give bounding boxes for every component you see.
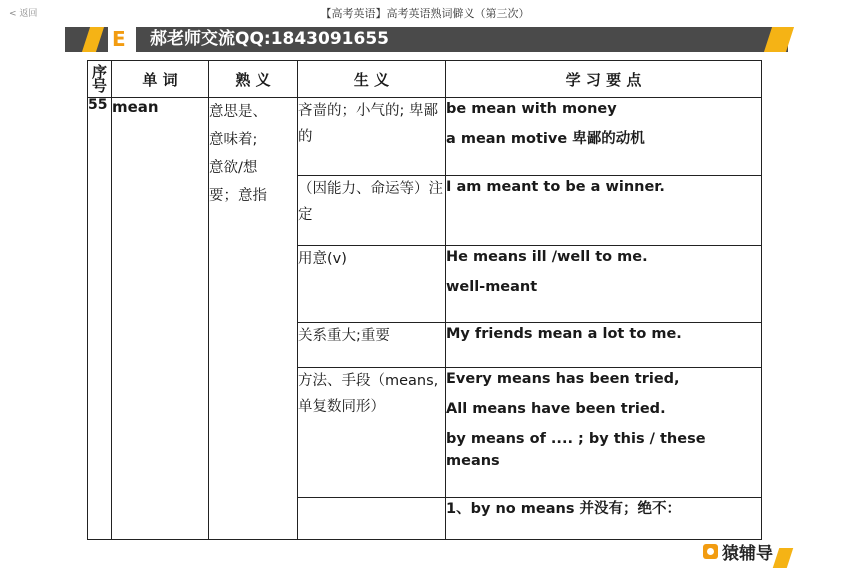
example-sentence: be mean with money bbox=[446, 101, 617, 117]
unfamiliar-meaning: （因能力、命运等）注定 bbox=[298, 176, 446, 246]
watermark-logo bbox=[703, 540, 773, 562]
unfamiliar-meaning: 吝啬的；小气的; 卑鄙的 bbox=[298, 98, 446, 176]
banner-badge-letter: E bbox=[112, 27, 126, 51]
learning-points-cell bbox=[446, 98, 762, 176]
corner-accent-stripe bbox=[773, 548, 793, 568]
header-word: 单 词 bbox=[112, 61, 209, 98]
example-sentence: by means of .... ; by this / these means bbox=[446, 431, 706, 469]
watermark-text: 猿辅导 bbox=[722, 543, 773, 564]
familiar-meaning-line: 要；意指 bbox=[209, 188, 267, 204]
header-unfamiliar-meaning: 生 义 bbox=[298, 61, 446, 98]
example-sentence: 1、by no means 并没有；绝不： bbox=[446, 501, 682, 517]
unfamiliar-meaning bbox=[298, 498, 446, 540]
learning-points-cell bbox=[446, 498, 762, 540]
example-sentence: He means ill /well to me. bbox=[446, 249, 648, 265]
example-sentence: I am meant to be a winner. bbox=[446, 179, 665, 195]
banner-contact-text: 郝老师交流QQ:1843091655 bbox=[150, 29, 389, 49]
example-sentence: well-meant bbox=[446, 279, 538, 295]
example-sentence: Every means has been tried, bbox=[446, 371, 680, 387]
table-header-row bbox=[88, 61, 762, 98]
header-familiar-meaning: 熟 义 bbox=[209, 61, 298, 98]
entry-number: 55 bbox=[88, 98, 112, 540]
table-row bbox=[88, 98, 762, 176]
familiar-meaning-cell bbox=[209, 98, 298, 540]
familiar-meaning-line: 意味着; bbox=[209, 132, 258, 148]
entry-word: mean bbox=[112, 98, 209, 540]
unfamiliar-meaning: 关系重大;重要 bbox=[298, 323, 446, 368]
learning-points-cell bbox=[446, 323, 762, 368]
header-number: 序号 bbox=[88, 61, 112, 98]
vocabulary-table bbox=[87, 60, 762, 540]
unfamiliar-meaning: 方法、手段（means,单复数同形） bbox=[298, 368, 446, 498]
window-title: 【高考英语】高考英语熟词僻义（第三次） bbox=[320, 7, 530, 20]
header-learning-points: 学 习 要 点 bbox=[446, 61, 762, 98]
brand-icon bbox=[703, 544, 718, 559]
learning-points-cell bbox=[446, 246, 762, 323]
learning-points-cell bbox=[446, 176, 762, 246]
familiar-meaning-line: 意思是、 bbox=[209, 104, 267, 120]
example-sentence: a mean motive 卑鄙的动机 bbox=[446, 131, 645, 147]
window-title-bar bbox=[0, 0, 850, 26]
example-sentence: All means have been tried. bbox=[446, 401, 666, 417]
unfamiliar-meaning: 用意(v) bbox=[298, 246, 446, 323]
familiar-meaning-line: 意欲/想 bbox=[209, 160, 258, 176]
example-sentence: My friends mean a lot to me. bbox=[446, 326, 682, 342]
learning-points-cell bbox=[446, 368, 762, 498]
back-button[interactable]: < 返回 bbox=[9, 9, 38, 19]
